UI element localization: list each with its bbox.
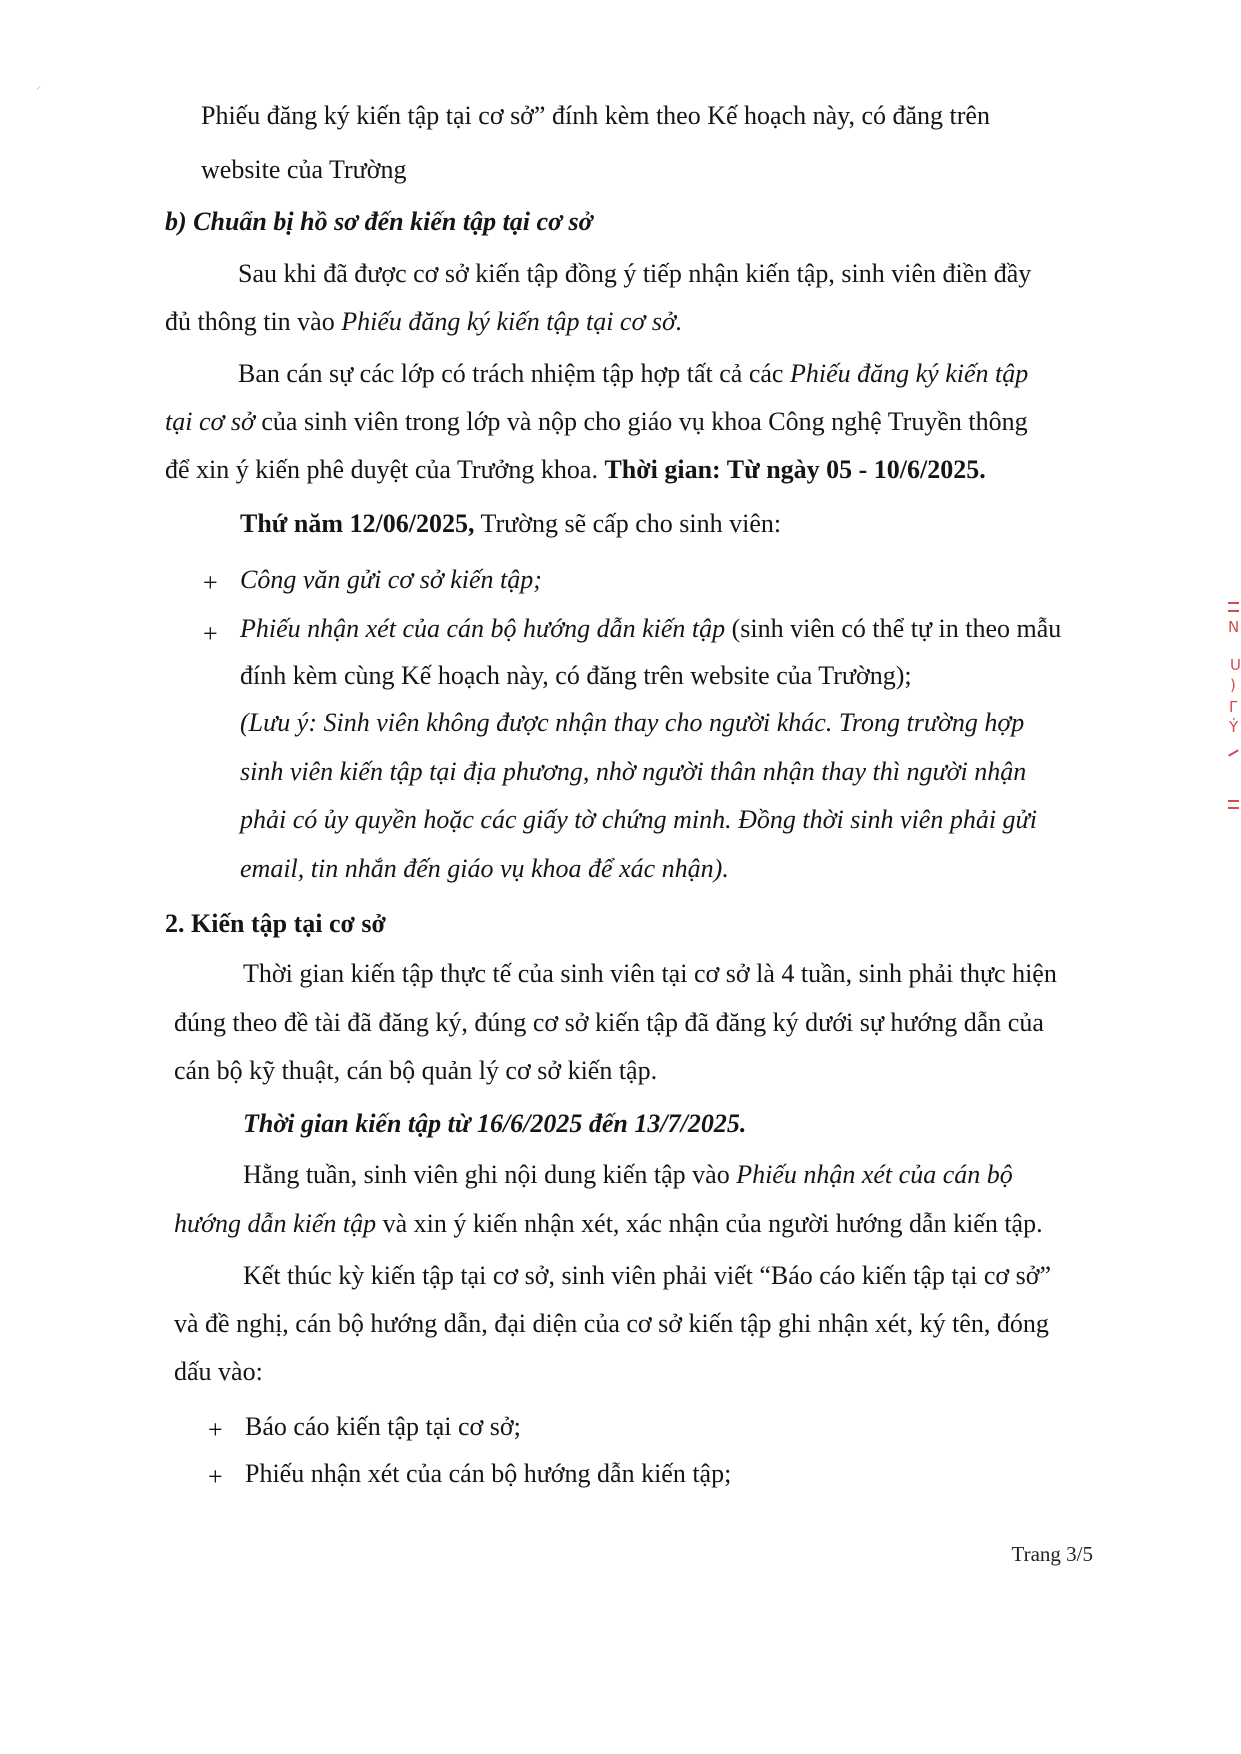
stamp-fragment: U [1230,656,1241,674]
text-run-italic: Phiếu nhận xét của cán bộ [736,1160,1013,1189]
note-line: email, tin nhắn đến giáo vụ khoa để xác nhận). [240,854,729,883]
scan-mark: ⸝ [36,81,41,92]
text-line [165,305,682,339]
stamp-line [1228,602,1239,604]
note-line: sinh viên kiến tập tại địa phương, nhờ người thân nhận thay thì người nhận [240,757,1027,786]
text-line: dấu vào: [174,1357,263,1386]
text-line: Sau khi đã được cơ sở kiến tập đồng ý tiếp nhận kiến tập, sinh viên điền đầy [238,259,1032,288]
text-line: đính kèm cùng Kế hoạch này, có đăng trên website của Trường); [240,661,912,690]
stamp-line [1228,749,1239,756]
list-item: Công văn gửi cơ sở kiến tập; [240,565,542,594]
stamp-fragment: N [1228,618,1240,636]
text-run-bold: Thứ năm 12/06/2025, [240,509,475,538]
text-line: Kết thúc kỳ kiến tập tại cơ sở, sinh viên phải viết “Báo cáo kiến tập tại cơ sở” [243,1261,1052,1290]
stamp-fragment: ) [1230,676,1236,694]
bullet-plus: + [203,568,218,597]
note-line: (Lưu ý: Sinh viên không được nhận thay cho người khác. Trong trường hợp [240,708,1025,737]
text-run: Trường sẽ cấp cho sinh viên: [474,509,782,538]
text-run: của sinh viên trong lớp và nộp cho giáo vụ khoa Công nghệ Truyền thông [254,407,1028,436]
text-line: Phiếu đăng ký kiến tập tại cơ sở” đính kèm theo Kế hoạch này, có đăng trên [201,101,990,130]
text-line: đúng theo đề tài đã đăng ký, đúng cơ sở kiến tập đã đăng ký dưới sự hướng dẫn của [174,1008,1044,1037]
stamp-fragment: Γ [1229,698,1238,716]
text-run: Ban cán sự các lớp có trách nhiệm tập hợp tất cả các [238,359,790,388]
section-heading-2: 2. Kiến tập tại cơ sở [165,909,386,938]
bullet-plus: + [208,1415,223,1444]
bullet-plus: + [208,1462,223,1491]
note-line: phải có ủy quyền hoặc các giấy tờ chứng minh. Đồng thời sinh viên phải gửi [240,805,1037,834]
text-run-italic: Phiếu đăng ký kiến tập tại cơ sở. [341,307,683,336]
bullet-plus: + [203,619,218,648]
page-number: Trang 3/5 [1011,1542,1093,1566]
text-line: và đề nghị, cán bộ hướng dẫn, đại diện của cơ sở kiến tập ghi nhận xét, ký tên, đóng [174,1309,1049,1338]
list-item [240,612,1061,646]
text-line: cán bộ kỹ thuật, cán bộ quản lý cơ sở kiến tập. [174,1056,658,1085]
text-run: đủ thông tin vào [165,307,342,336]
text-run-italic: Phiếu nhận xét của cán bộ hướng dẫn kiến tập [240,614,726,643]
text-line [174,1207,1043,1241]
text-run: Hằng tuần, sinh viên ghi nội dung kiến tập vào [243,1160,737,1189]
text-line: website của Trường [201,155,407,184]
text-run-italic: hướng dẫn kiến tập [174,1209,377,1238]
list-item: Báo cáo kiến tập tại cơ sở; [245,1412,521,1441]
stamp-line [1228,800,1239,802]
text-line [243,1158,1013,1192]
section-heading-b: b) Chuẩn bị hồ sơ đến kiến tập tại cơ sở [165,207,593,236]
text-line [240,507,781,541]
text-line [238,357,1028,391]
list-item: Phiếu nhận xét của cán bộ hướng dẫn kiến tập; [245,1459,732,1488]
stamp-fragment: Ý [1229,718,1239,736]
text-line [165,405,1028,439]
text-run-italic: Phiếu đăng ký kiến tập [789,359,1029,388]
text-run: để xin ý kiến phê duyệt của Trưởng khoa. [165,455,605,484]
text-run-bold: Thời gian: Từ ngày 05 - 10/6/2025. [604,455,986,484]
text-run: và xin ý kiến nhận xét, xác nhận của người hướng dẫn kiến tập. [376,1209,1043,1238]
text-line: Thời gian kiến tập thực tế của sinh viên tại cơ sở là 4 tuần, sinh phải thực hiện [243,959,1057,988]
stamp-line [1228,610,1239,612]
text-run: (sinh viên có thể tự in theo mẫu [725,614,1062,643]
internship-period: Thời gian kiến tập từ 16/6/2025 đến 13/7/2025. [243,1109,747,1138]
text-line [165,453,986,487]
stamp-line [1228,807,1239,809]
text-run-italic: tại cơ sở [165,407,255,436]
